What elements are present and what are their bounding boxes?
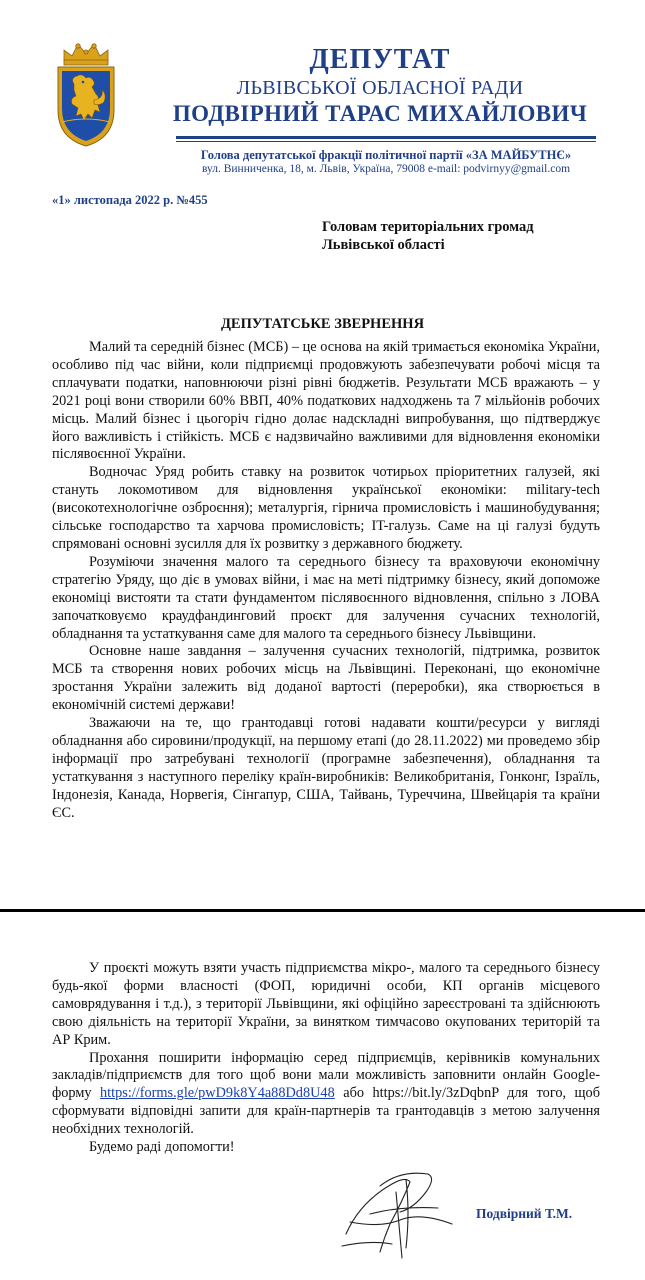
- letter-body-page-2: [52, 960, 600, 1157]
- lviv-coat-of-arms-icon: [50, 40, 122, 148]
- paragraph-text: або https://bit.ly/3zDqbnP для того, щоб сформувати відповідні запити для країн-партнерів та грантодавців з метою залучення необхідних технологій.: [52, 1085, 600, 1138]
- letterhead: [150, 44, 610, 128]
- handwritten-signature: [340, 1162, 465, 1262]
- paragraph-text: Прохання поширити інформацію серед підприємців, керівників комунальних закладів/підприємств для того щоб вони мали можливість заповнити онлайн Google-форму: [52, 1049, 600, 1102]
- letterhead-title: ДЕПУТАТ: [309, 44, 451, 75]
- signature-name: Подвірний Т.М.: [476, 1206, 573, 1221]
- paragraph: [52, 1050, 600, 1140]
- letterhead-contacts: вул. Винниченка, 18, м. Львів, Україна, 79008 e-mail: podvirnyy@gmail.com: [201, 163, 571, 175]
- paragraph: Будемо раді допомогти!: [89, 1139, 235, 1156]
- letterhead-council: ЛЬВІВСЬКОЇ ОБЛАСНОЇ РАДИ: [236, 77, 524, 99]
- letterhead-rule: [176, 136, 596, 139]
- paragraph: Водночас Уряд робить ставку на розвиток чотирьох пріоритетних галузей, які стануть локомотивом для відновлення української економіки: military-tech (високотехнологічне озброєння); металургія, гірнича промисловість і машинобудування; сільське господарство та харчова промисловість; IT-галузь. Саме на ці галузі будуть спрямовані основні зусилля для їх розвитку з державного бюджету.: [52, 464, 600, 552]
- paragraph: Малий та середній бізнес (МСБ) – це основа на якій тримається економіка України, особливо під час війни, коли підприємці продовжують забезпечувати робочі місця та сплачувати податки, наповнюючи різні рівні бюджетів. Результати МСБ вражають – у 2021 році вони створили 60% ВВП, 40% податкових надходжень та 7 мільйонів робочих місць. Малий бізнес і цьогоріч гідно долає надскладні випробування, що підтверджує його важливість і стійкість. МСБ є надзвичайно важливими для відновлення економіки післявоєнної України.: [52, 339, 600, 463]
- paragraph: Розуміючи значення малого та середнього бізнесу та враховуючи економічну стратегію Уряду, що діє в умовах війни, і має на меті підтримку бізнесу, який допоможе економіці вистояти та стати фундаментом післявоєнного відновлення, спільно з ЛОВА започатковуємо краудфандинговий проєкт для залучення сучасних технологій, обладнання та устаткування саме для малого та середнього бізнесу Львівщини.: [52, 553, 600, 642]
- paragraph: Зважаючи на те, що грантодавці готові надавати кошти/ресурси у вигляді обладнання або сировини/продукції, на першому етапі (до 28.11.2022) ми проведемо збір інформації про затребувані технології (програмне забезпечення), обладнання та устаткування з наступного переліку країн-виробників: Великобританія, Гонконг, Ізраїль, Індонезія, Канада, Норвегія, Сінгапур, США, Тайвань, Туреччина, Швейцарія та країни ЄС.: [52, 715, 600, 821]
- letterhead-name: ПОДВІРНИЙ ТАРАС МИХАЙЛОВИЧ: [172, 101, 588, 126]
- addressee: [322, 218, 534, 254]
- document-reference: «1» листопада 2022 р. №455: [52, 193, 208, 207]
- addressee-line-1: Головам територіальних громад: [322, 219, 534, 235]
- letterhead-rule-thin: [176, 141, 596, 142]
- page-separator: [0, 909, 645, 912]
- letter-body-page-1: [52, 339, 600, 822]
- addressee-line-2: Львівської області: [322, 237, 445, 253]
- paragraph: Основне наше завдання – залучення сучасних технологій, підтримка, розвиток МСБ та створення нових робочих місць на Львівщині. Переконані, що економічне зростання України залежить від доданої вартості (переробки), яка створюється в економічній системі держави!: [52, 643, 600, 714]
- google-form-link[interactable]: https://forms.gle/pwD9k8Y4a88Dd8U48: [100, 1085, 335, 1102]
- document-title: ДЕПУТАТСЬКЕ ЗВЕРНЕННЯ: [220, 316, 425, 332]
- letterhead-position: Голова депутатської фракції політичної партії «ЗА МАЙБУТНЄ»: [200, 148, 572, 162]
- paragraph: У проєкті можуть взяти участь підприємства мікро-, малого та середнього бізнесу будь-якої форми власності (ФОП, юридичні особи, КП органів місцевого самоврядування і т.д.), з території Львівщини, які офіційно зареєстровані та здійснюють свою діяльність на території України, за винятком тимчасово окупованих територій та АР Крим.: [52, 960, 600, 1048]
